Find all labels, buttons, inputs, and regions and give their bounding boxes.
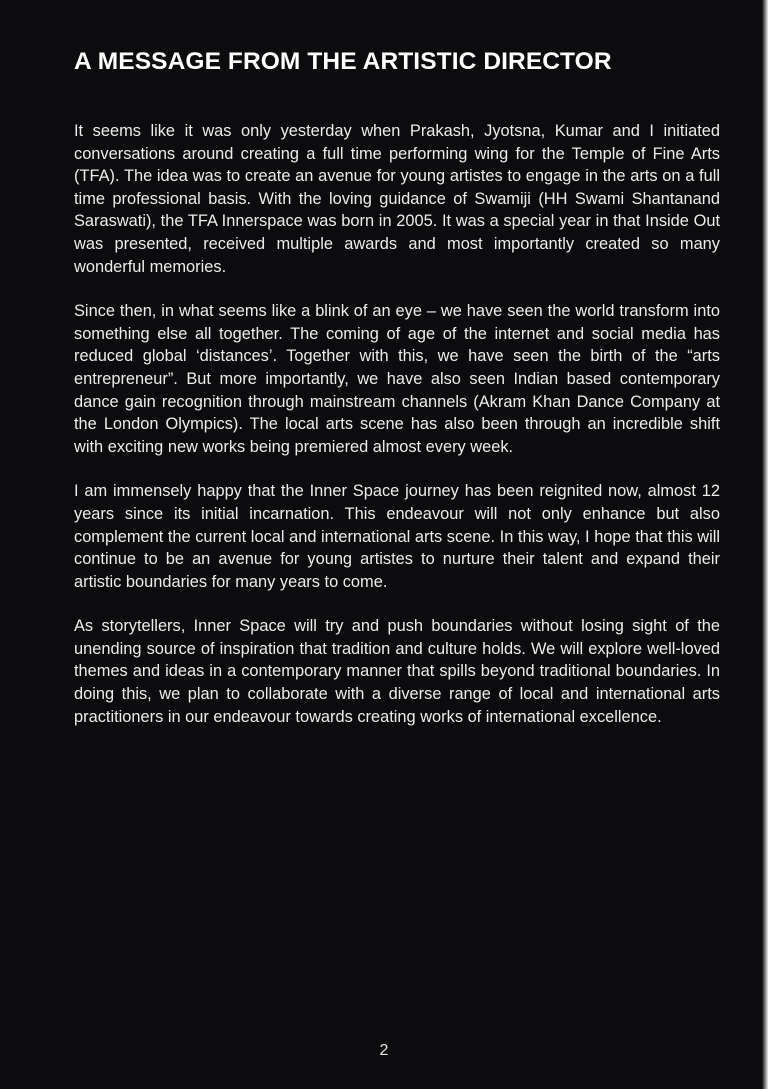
page-number: 2 xyxy=(379,1042,389,1059)
paragraph-4: As storytellers, Inner Space will try and push boundaries without losing sight of the unending source of inspiration that tradition and culture holds. We will explore well-loved themes and ideas in a contemporary manner that spills beyond traditional boundaries. In doing this, we plan to collaborate with a diverse range of local and international arts practitioners in our endeavour towards creating works of international excellence. xyxy=(74,617,720,726)
paragraph-3: I am immensely happy that the Inner Space journey has been reignited now, almost 12 years since its initial incarnation. This endeavour will not only enhance but also complement the current local and international arts scene. In this way, I hope that this will continue to be an avenue for young artistes to nurture their talent and expand their artistic boundaries for many years to come. xyxy=(74,482,720,591)
page-title: A MESSAGE FROM THE ARTISTIC DIRECTOR xyxy=(74,48,612,75)
message-body xyxy=(74,120,720,750)
paragraph-2: Since then, in what seems like a blink of an eye – we have seen the world transform into something else all together. The coming of age of the internet and social media has reduced global ‘distances’. Together with this, we have seen the birth of the “arts entrepreneur”. But more importantly, we have also seen Indian based contemporary dance gain recognition through mainstream channels (Akram Khan Dance Company at the London Olympics). The local arts scene has also been through an incredible shift with exciting new works being premiered almost every week. xyxy=(74,302,720,456)
paragraph-1: It seems like it was only yesterday when Prakash, Jyotsna, Kumar and I initiated conversations around creating a full time performing wing for the Temple of Fine Arts (TFA). The idea was to create an avenue for young artistes to engage in the arts on a full time professional basis. With the loving guidance of Swamiji (HH Swami Shantanand Saraswati), the TFA Innerspace was born in 2005. It was a special year in that Inside Out was presented, received multiple awards and most importantly created so many wonderful memories. xyxy=(74,122,720,276)
